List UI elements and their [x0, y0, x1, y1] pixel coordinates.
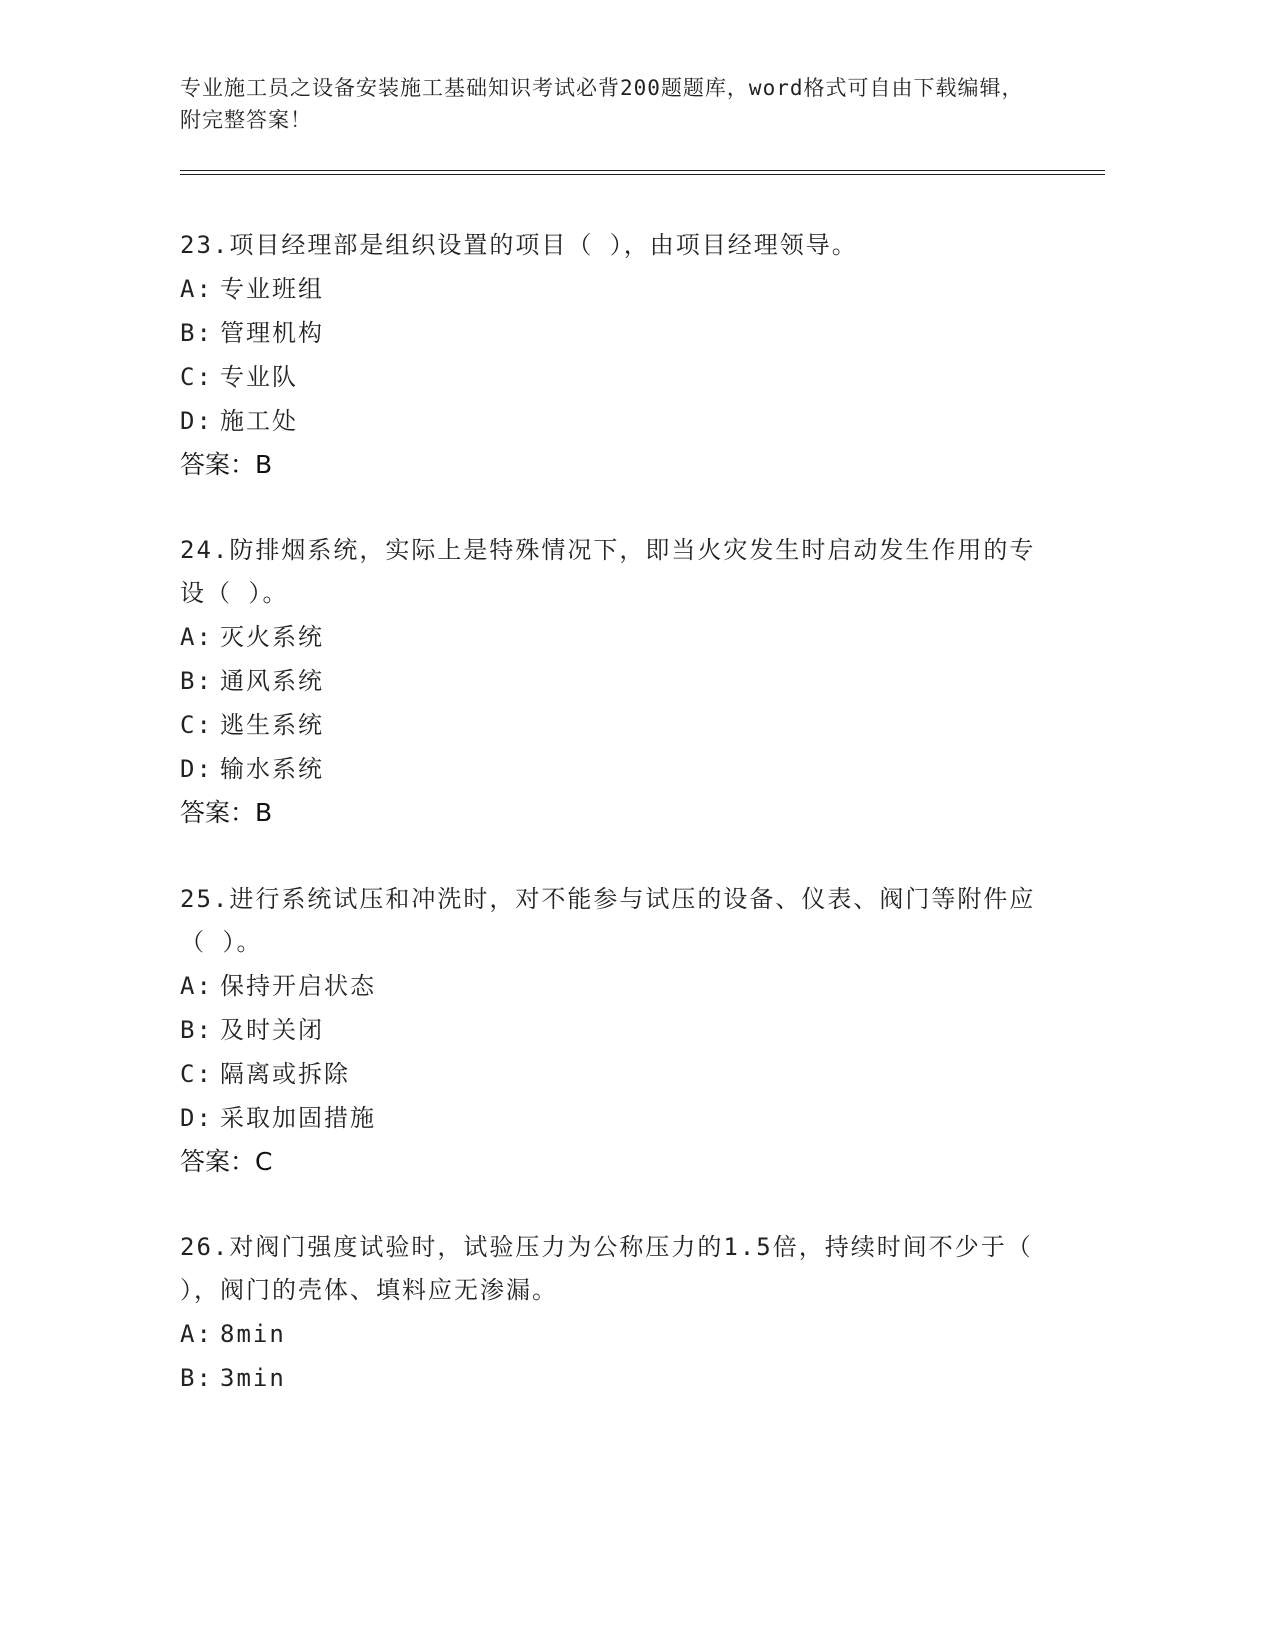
option-key: A: [180, 1320, 213, 1348]
option-text: 保持开启状态 [220, 972, 376, 1000]
option-a [180, 267, 1040, 311]
option-text: 隔离或拆除 [220, 1060, 350, 1088]
question-23 [180, 224, 1040, 487]
option-b [180, 1008, 1040, 1052]
option-c [180, 355, 1040, 399]
option-key: C: [180, 363, 213, 391]
option-a [180, 615, 1040, 659]
option-b [180, 311, 1040, 355]
answer-line: 答案：B [180, 450, 273, 479]
option-key: A: [180, 972, 213, 1000]
option-text: 专业队 [220, 363, 298, 391]
question-text: 26.对阀门强度试验时，试验压力为公称压力的1.5倍，持续时间不少于（ ），阀门的壳体、填料应无渗漏。 [180, 1233, 1033, 1304]
document-header: 专业施工员之设备安装施工基础知识考试必背200题题库，word格式可自由下载编辑，附完整答案！ [180, 76, 1024, 132]
option-b [180, 659, 1040, 703]
question-text: 23.项目经理部是组织设置的项目（ ），由项目经理领导。 [180, 231, 858, 259]
question-25 [180, 878, 1040, 1184]
option-a [180, 1312, 1040, 1356]
answer-line: 答案：B [180, 798, 273, 827]
option-key: A: [180, 275, 213, 303]
option-text: 采取加固措施 [220, 1104, 376, 1132]
option-text: 灭火系统 [220, 623, 324, 651]
option-key: C: [180, 711, 213, 739]
option-key: D: [180, 755, 213, 783]
option-a [180, 964, 1040, 1008]
option-c [180, 703, 1040, 747]
option-text: 通风系统 [220, 667, 324, 695]
question-text: 24.防排烟系统，实际上是特殊情况下，即当火灾发生时启动发生作用的专设（ ）。 [180, 536, 1036, 607]
answer-line: 答案：C [180, 1147, 273, 1176]
option-key: D: [180, 407, 213, 435]
option-d [180, 399, 1040, 443]
option-key: A: [180, 623, 213, 651]
option-text: 施工处 [220, 407, 298, 435]
option-text: 输水系统 [220, 755, 324, 783]
question-24 [180, 529, 1040, 835]
option-key: B: [180, 667, 213, 695]
option-text: 3min [220, 1364, 286, 1392]
header-divider-bottom [180, 174, 1105, 175]
option-d [180, 747, 1040, 791]
header-divider-top [180, 170, 1105, 171]
option-text: 逃生系统 [220, 711, 324, 739]
option-key: B: [180, 319, 213, 347]
option-b [180, 1356, 1040, 1400]
option-text: 及时关闭 [220, 1016, 324, 1044]
option-text: 专业班组 [220, 275, 324, 303]
option-text: 管理机构 [220, 319, 324, 347]
question-26 [180, 1226, 1040, 1400]
option-key: B: [180, 1364, 213, 1392]
option-key: C: [180, 1060, 213, 1088]
question-text: 25.进行系统试压和冲洗时，对不能参与试压的设备、仪表、阀门等附件应（ ）。 [180, 885, 1036, 956]
option-d [180, 1096, 1040, 1140]
option-key: D: [180, 1104, 213, 1132]
option-text: 8min [220, 1320, 286, 1348]
option-c [180, 1052, 1040, 1096]
option-key: B: [180, 1016, 213, 1044]
